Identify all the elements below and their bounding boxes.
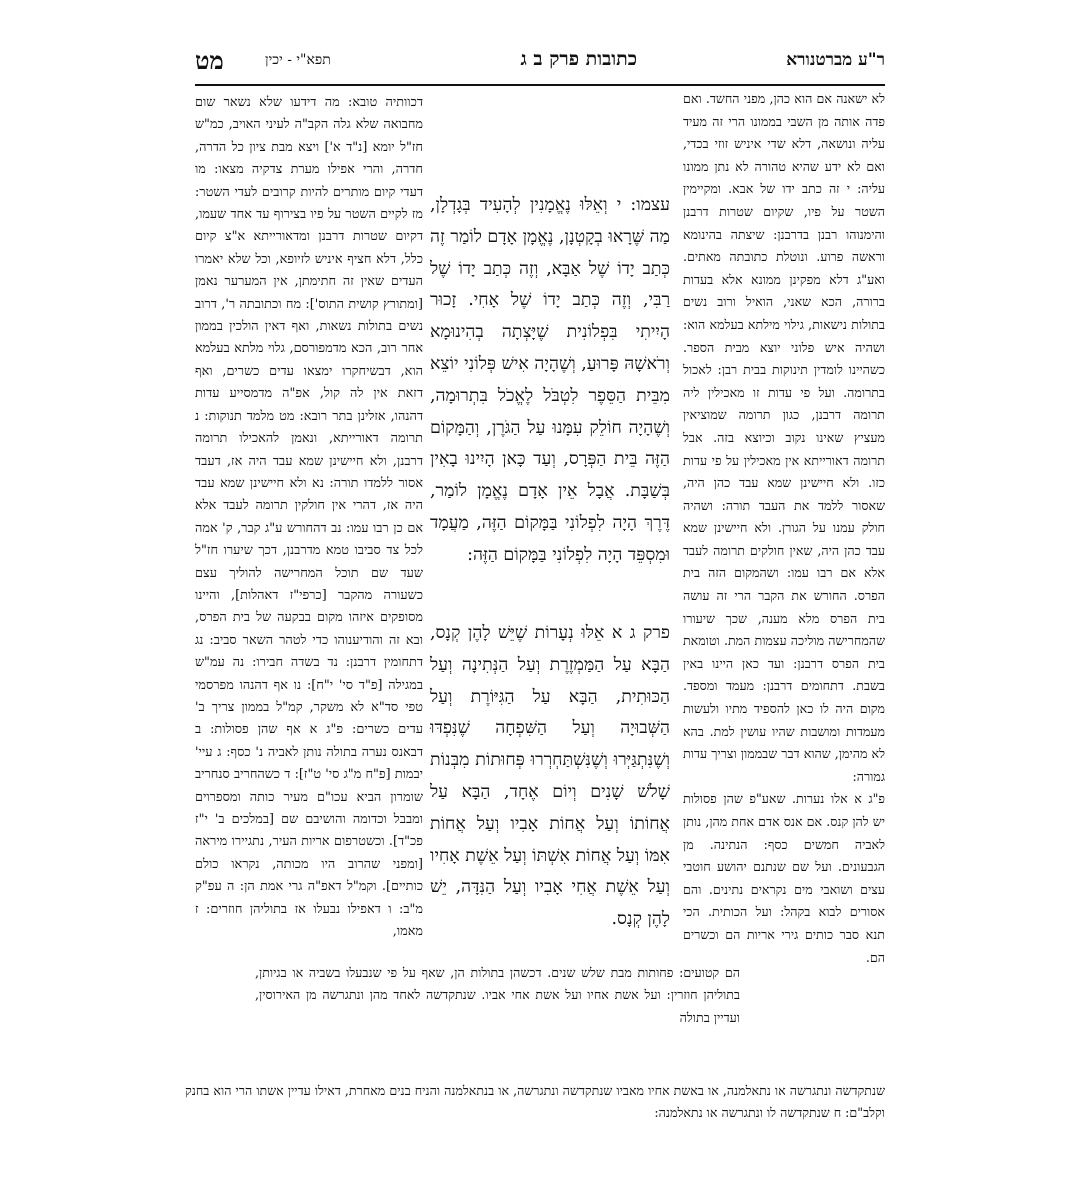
mishnah-text-1: עצמו: י וְאֵלּוּ נֶאֱמָנִין לְהָעִיד בְּגָדְלָן, מַה שֶּׁרָאוּ בְקָטְנָן, נֶאֱמָן אָדָם לוֹמַר זֶה כְּתַב יָדוֹ שֶׁל אַבָּא, וְזֶה כְּתַב יָדוֹ שֶׁל רַבִּי, וְזֶה כְּתַב יָדוֹ שֶׁל אָחִי. זָכוּר הָיִיתִי בִּפְלוֹנִית שֶׁיָּצְתָה בְהִינוּמָא וְרֹאשָׁהּ פָּרוּעַ, וְשֶׁהָיָה אִישׁ פְּלוֹנִי יוֹצֵא מִבֵּית הַסֵּפֶר לִטְבֹּל לֶאֱכֹל בִּתְרוּמָה, וְשֶׁהָיָה חוֹלֵק עִמָּנוּ עַל הַגֹּרֶן, וְהַמָּקוֹם הַזֶּה בֵּית הַפְּרָס, וְעַד כָּאן הָיִינוּ בָאִין בְּשַׁבָּת. אֲבָל אֵין אָדָם נֶאֱמָן לוֹמַר, דֶּרֶךְ הָיָה לִפְלוֹנִי בַּמָּקוֹם הַזֶּה, מַעֲמָד וּמִסְפֵּד הָיָה לִפְלוֹנִי בַּמָּקוֹם הַזֶּה: bbox=[430, 195, 670, 565]
mishnah-block-1 bbox=[430, 190, 670, 610]
commentary-title: ר"ע מברטנורא bbox=[786, 50, 885, 70]
bartenura-text: לא ישאנה אם הוא כהן, מפני החשד. ואם פדה אותה מן השבי בממונו הרי זה מעיד עליה ונושאה, דלא שדי איניש זוזי בכדי, ואם לא ידע שהיא טהורה לא נתן ממונו עליה: י זה כתב ידו של אבא. ומקיימין השטר על פיו, שקיום שטרות דרבנן והימנוהו רבנן בדרבנן: שיצתה בהינומא וראשה פרוע. ונוטלת כתובתה מאתים. ואע"ג דלא מפקינן ממונא אלא בעדות ברורה, הכא שאני, הואיל ורוב נשים בתולות נישאות, גילוי מילתא בעלמא הוא: ושהיה איש פלוני יוצא מבית הספר. כשהיינו לומדין תינוקות בבית רבן: לאכול בתרומה. ועל פי עדות זו מאכילין ליה תרומה דרבנן, כגון תרומה שמוציאין מעציץ שאינו נקוב וכיוצא בזה. אבל תרומה דאורייתא אין מאכילין על פי עדות כזו. ולא חיישינן שמא עבד כהן היה, שאסור ללמד את העבד תורה: ושהיה חולק עמנו על הגורן. ולא חיישינן שמא עבד כהן היה, שאין חולקים תרומה לעבד אלא אם רבו עמו: ושהמקום הזה בית הפרס. החורש את הקבר הרי זה עושה בית הפרס מלא מענה, שכך שיעורו שהמחרישה מוליכה עצמות המת. וטומאת בית הפרס דרבנן: ועד כאן היינו באין בשבת. דתחומים דרבנן: מעמד ומספד. מקום היה לו כאן להספיד מתיו ולעשות מעמדות ומושבות שהיו עושין למת. בהא לא מהימן, שהוא דבר שבממון וצריך עדות גמורה: bbox=[683, 91, 885, 784]
bartenura-continuation bbox=[255, 962, 740, 1072]
bartenura-continuation-text: הם קטועים: פחותות מבת שלש שנים. דכשהן בתולות הן, שאף על פי שנבעלו בשביה או בגיותן, בתוליהן חוזרין: ועל אשת אחיו ועל אשת אחי אביו. שנתקדשה לאחד מהן ונתגרשה מן האירוסין, ועדיין בתולה bbox=[255, 965, 740, 1025]
bartenura-commentary-column bbox=[683, 88, 885, 970]
mishnah-block-2 bbox=[430, 618, 670, 930]
page-header bbox=[195, 44, 885, 86]
tiferet-yisrael-text: דכוותיה טובא: מה דידעו שלא נשאר שום מחבואה שלא גלה הקב"ה לעיני האויב, כמ"ש חז"ל יומא [נ"ד א'] ויצא מבת ציון כל הדרה, חדרה, והרי אפילו מערת צדקיה מצאו: מו דעדי קיום מותרים להיות קרובים לעדי השטר: מז לקיים השטר על פיו בצירוף עד אחד שעמו, דקיום שטרות דרבנן ומדאורייתא א"צ קיום כלל, דלא חציף איניש לזיופא, וכל שלא יאמרו העדים שאין זה חתימתן, אין המערער נאמן [ומתורץ קושית התוס']: מח וכתובתה ר', דרוב נשים בתולות נשאות, ואף דאין הולכין בממון אחר רוב, הכא מדמפורסם, גלוי מלתא בעלמא הוא, דבשיחקרו ימצאו עדים כשרים, ואף דזאת אין לה קול, אפ"ה מדמסייע עדות דהנהו, אזלינן בתר רובא: מט מלמד תנוקות: נ תרומה דאורייתא, ונאמן להאכילו תרומה דרבנן, ולא חיישינן שמא עבד היה אז, דעבד אסור ללמדו תורה: נא ולא חיישינן שמא עבד היה אז, דהרי אין חולקין תרומה לעבד אלא אם כן רבו עמו: נב דהחורש ע"ג קבר, ק' אמה לכל צד סביבו טמא מדרבנן, דכך שיערו חז"ל שעד שם תוכל המחרישה להוליך עצם כשעורה מהקבר [כרפי"ז דאהלות], והיינו מסופקים איזהו מקום בבקעה של בית הפרס, ובא זה והודיענוהו כדי לטהר השאר סביב: נג דתחומין דרבנן: נד בשדה חבירו: נה עמ"ש במגילה [פ"ד סי' י"ח]: נו אף דהנהו מפרסמי טפי סד"א לא משקר, קמ"ל בממון צריך ב' עדים כשרים: פ"ג א אף שהן פסולות: ב דבאנס נערה בתולה נותן לאביה נ' כסף: ג עיי' יבמות [פ"ח מ"ג סי' ט"ז]: ד כשהחריב סנחריב שומרון הביא עכו"ם מעיר כותה ומספרוים ומבבל וכדומה והושיבם שם [במלכים ב' י"ז פכ"ד]. וכשטרפום אריות העיר, נתגיירו מיראה [ומפני שהרוב היו מכותה, נקראו כולם כותיים]. וקמ"ל דאפ"ה גרי אמת הן: ה עפ"ק מ"ב: ו דאפילו נבעלו אז בתוליהן חוזרים: ז מאמו, bbox=[195, 95, 423, 940]
footer-commentary bbox=[185, 1080, 885, 1150]
mishnah-text-2: פרק ג א אֵלּוּ נְעָרוֹת שֶׁיֵּשׁ לָהֶן קְנָס, הַבָּא עַל הַמַּמְזֶרֶת וְעַל הַנְּתִינָה וְעַל הַכּוּתִית, הַבָּא עַל הַגִּיּוֹרֶת וְעַל הַשְּׁבוּיָה וְעַל הַשִּׁפְחָה שֶׁנִּפְדּוּ וְשֶׁנִּתְגַּיְּרוּ וְשֶׁנִּשְׁתַּחְרְרוּ פְּחוּתוֹת מִבְּנוֹת שָׁלֹשׁ שָׁנִים וְיוֹם אֶחָד, הַבָּא עַל אֲחוֹתוֹ וְעַל אֲחוֹת אָבִיו וְעַל אֲחוֹת אִמּוֹ וְעַל אֲחוֹת אִשְׁתּוֹ וְעַל אֵשֶׁת אָחִיו וְעַל אֵשֶׁת אֲחִי אָבִיו וְעַל הַנִּדָּה, יֵשׁ לָהֶן קְנָס. bbox=[430, 623, 670, 930]
tractate-title: כתובות פרק ב ג bbox=[520, 48, 637, 70]
footer-commentary-text: שנתקדשה ונתגרשה או נתאלמנה, או באשת אחיו מאביו שנתקדשה ונתגרשה, או בנתאלמנה והניח בנים מאחרת, דאילו עדיין אשתו הרי הוא בחנק וקלב"ם: ח שנתקדשה לו ונתגרשה או נתאלמנה: bbox=[185, 1083, 885, 1120]
tiferet-yisrael-column bbox=[195, 92, 423, 940]
bartenura-chapter-3-text: פ"ג א אלו נערות. שאע"פ שהן פסולות יש להן קנס. אם אנס אדם אחת מהן, נותן לאביה חמשים כסף: הנתינה. מן הגבעונים. ועל שם שנתנם יהושע חוטבי עצים ושואבי מים נקראים נתינים. והם אסורים לבוא בקהל: ועל הכותית. הכי תנא סבר כותים גירי אריות הם וכשרים הם. bbox=[683, 791, 885, 965]
side-commentary-title: תפא"י - יכין bbox=[265, 52, 331, 68]
page-number: מט bbox=[195, 46, 224, 75]
